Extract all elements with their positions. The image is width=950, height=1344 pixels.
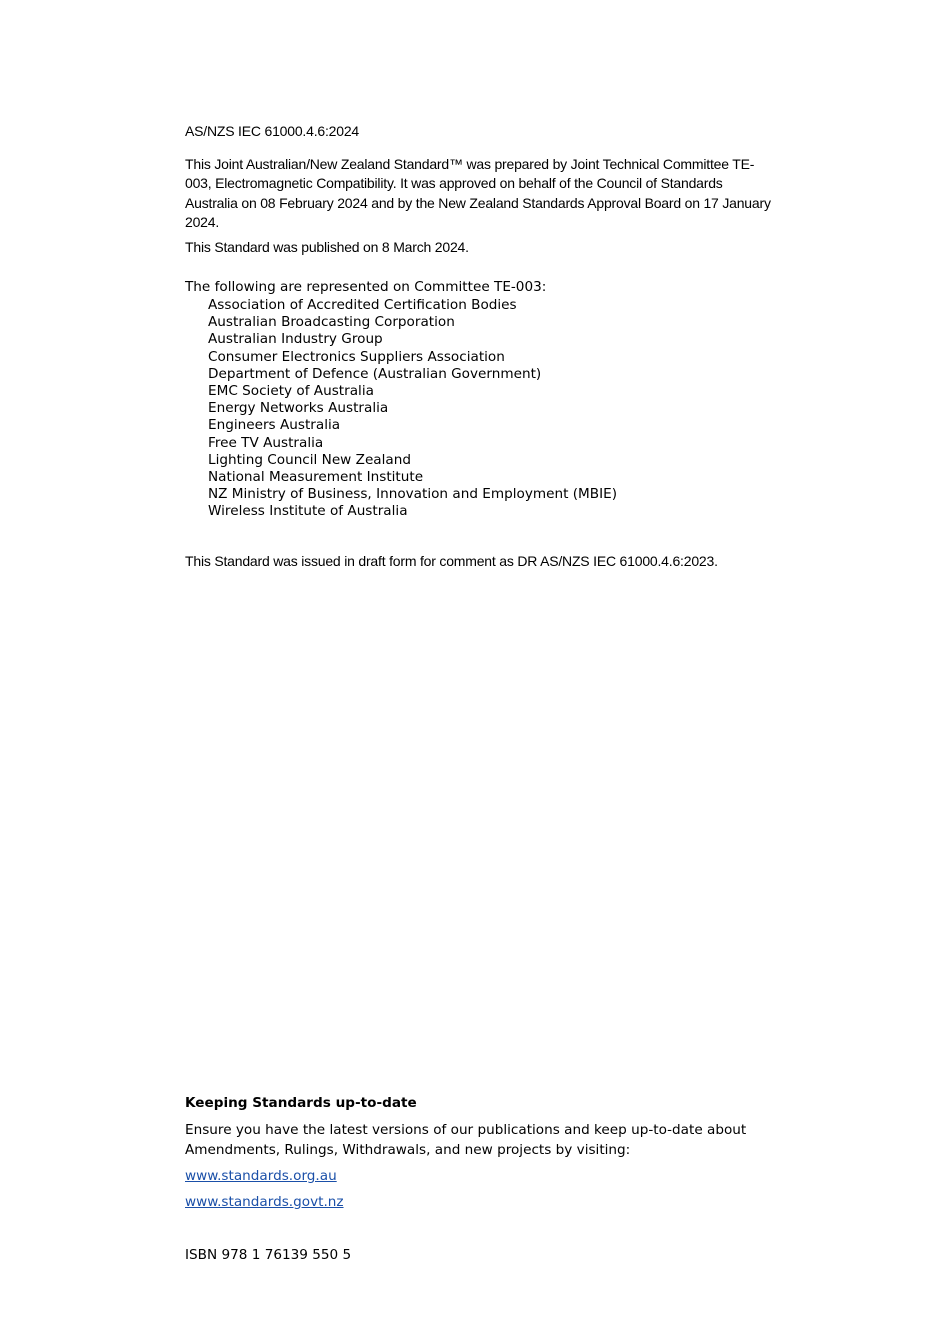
standard-identifier: AS/NZS IEC 61000.4.6:2024 — [185, 123, 359, 139]
keeping-description: Ensure you have the latest versions of our publications and keep up-to-date about Amendments, Rulings, Withdrawals, and new projects by visiting: — [185, 1122, 747, 1158]
committee-member: Australian Broadcasting Corporation — [208, 314, 455, 331]
committee-member: Wireless Institute of Australia — [208, 503, 408, 520]
committee-member-list — [185, 297, 617, 521]
preparation-statement: This Joint Australian/New Zealand Standard™ was prepared by Joint Technical Committee TE-003, Electromagnetic Compatibility. It was approved on behalf of the Council of Standards Australia on 08 February 2024 and by the New Zealand Standards Approval Board on 17 January 2024. — [185, 156, 771, 231]
committee-member: NZ Ministry of Business, Innovation and Employment (MBIE) — [208, 486, 617, 503]
committee-member: Consumer Electronics Suppliers Association — [208, 348, 505, 365]
committee-member: Association of Accredited Certification Bodies — [208, 297, 517, 313]
keeping-up-to-date-section — [185, 1094, 785, 1211]
committee-member: Lighting Council New Zealand — [208, 451, 411, 468]
standards-nz-link[interactable]: www.standards.govt.nz — [185, 1194, 344, 1210]
publication-statement: This Standard was published on 8 March 2024. — [185, 239, 469, 255]
committee-intro: The following are represented on Committee TE-003: — [185, 279, 547, 295]
standards-australia-link[interactable]: www.standards.org.au — [185, 1168, 337, 1184]
draft-statement: This Standard was issued in draft form for comment as DR AS/NZS IEC 61000.4.6:2023. — [185, 553, 718, 569]
committee-member: Department of Defence (Australian Government) — [208, 365, 542, 382]
committee-member: Engineers Australia — [208, 417, 341, 434]
committee-section — [185, 278, 617, 521]
committee-member: National Measurement Institute — [208, 469, 424, 486]
isbn-number: ISBN 978 1 76139 550 5 — [185, 1247, 352, 1263]
committee-member: Energy Networks Australia — [208, 400, 389, 417]
committee-member: Australian Industry Group — [208, 331, 383, 348]
keeping-heading: Keeping Standards up-to-date — [185, 1095, 417, 1111]
committee-member: Free TV Australia — [208, 434, 324, 451]
committee-member: EMC Society of Australia — [208, 383, 374, 400]
